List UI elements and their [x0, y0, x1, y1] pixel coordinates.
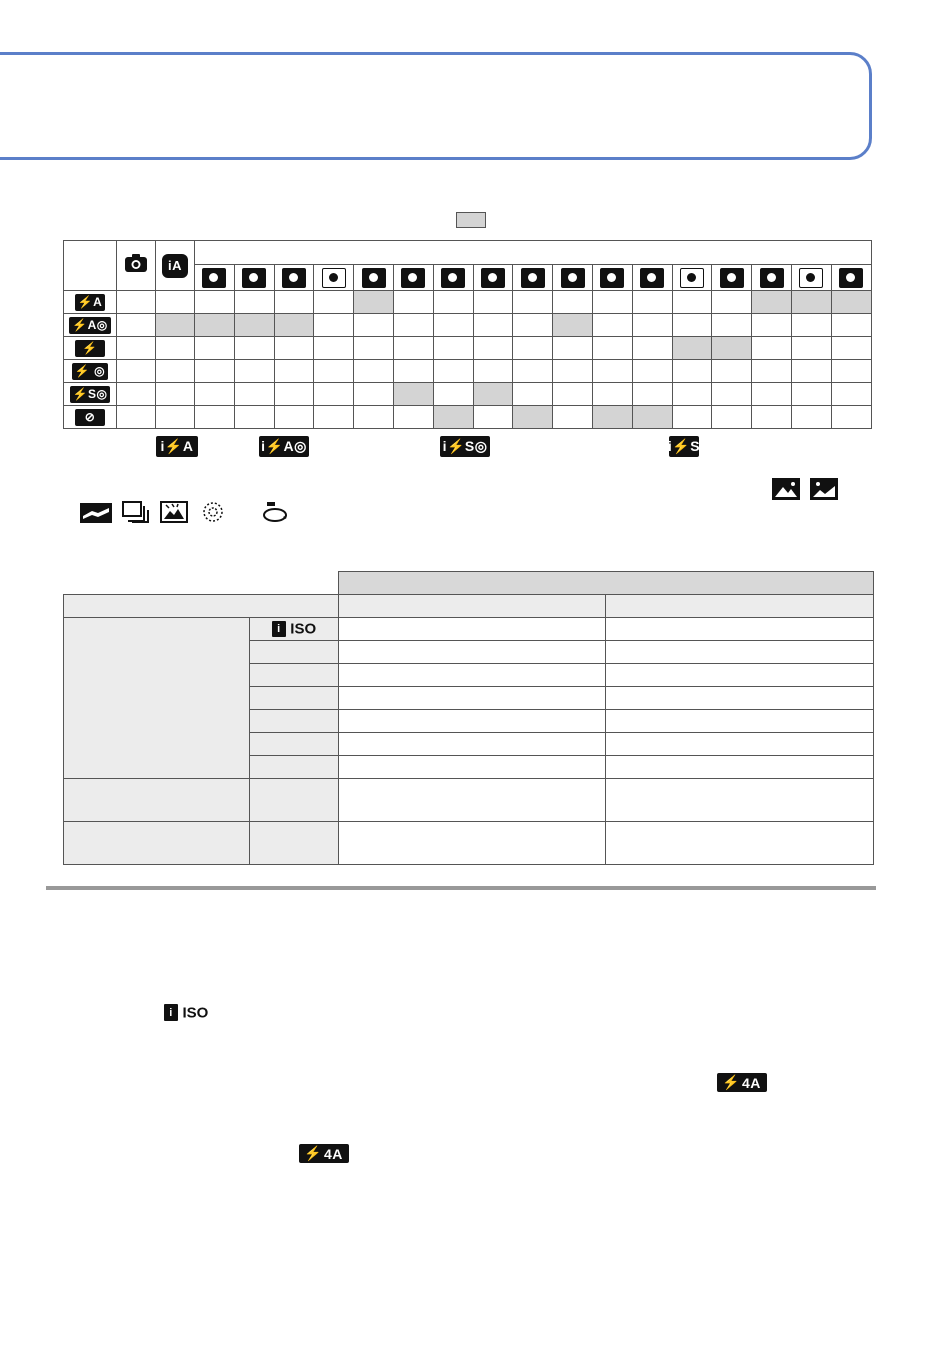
table-cell — [393, 314, 433, 337]
table-cell — [393, 360, 433, 383]
table-cell — [234, 360, 274, 383]
table-cell — [393, 406, 433, 429]
table-cell — [592, 291, 632, 314]
pet-icon — [600, 268, 624, 288]
table-blank-corner — [64, 572, 339, 595]
table-cell — [606, 664, 874, 687]
table-cell — [606, 618, 874, 641]
fireworks-icon — [160, 501, 188, 528]
table-cell — [354, 291, 394, 314]
intelligent-slow-sync-icon: i⚡S — [669, 436, 699, 457]
table-cell — [672, 337, 712, 360]
table-cell — [752, 360, 792, 383]
table-cell — [274, 337, 314, 360]
table-cell — [339, 664, 606, 687]
table-cell — [606, 641, 874, 664]
table-cell — [117, 337, 156, 360]
table-cell — [393, 337, 433, 360]
underwater-icon — [839, 268, 863, 288]
scene-column-10 — [553, 265, 593, 291]
flash-mode-label-cell — [64, 406, 117, 429]
table-cell — [473, 360, 513, 383]
table-cell — [274, 314, 314, 337]
section-divider — [46, 886, 876, 890]
table-cell — [156, 314, 195, 337]
snow-icon — [760, 268, 784, 288]
table-cell — [354, 383, 394, 406]
scene-column-6 — [393, 265, 433, 291]
iso-value-cell — [250, 779, 339, 822]
table-cell — [195, 314, 235, 337]
panorama-icon — [261, 501, 289, 528]
table-cell — [473, 291, 513, 314]
table-cell — [473, 406, 513, 429]
beach-icon — [720, 268, 744, 288]
table-cell — [831, 406, 871, 429]
table-cell — [354, 337, 394, 360]
table-cell — [117, 291, 156, 314]
table-cell — [473, 337, 513, 360]
table-cell — [791, 383, 831, 406]
hi-speed-burst-label — [64, 822, 250, 865]
night-portrait-icon — [401, 268, 425, 288]
table-cell — [393, 291, 433, 314]
table-cell — [752, 337, 792, 360]
iso-value-cell — [250, 641, 339, 664]
auto-flash-label: 4A — [323, 1145, 343, 1162]
table-cell — [592, 406, 632, 429]
intelligent-redeye-flash-icon: i⚡A◎ — [259, 436, 309, 457]
auto-flash-label: 4A — [741, 1074, 761, 1091]
baby-icon — [561, 268, 585, 288]
table-cell — [195, 383, 235, 406]
table-cell — [791, 337, 831, 360]
flash-mode-label-cell — [64, 291, 117, 314]
table-cell — [195, 291, 235, 314]
flash-mode-icon: ⚡ ◎ — [72, 363, 108, 380]
auto-flash-inline-icon: ⚡ 4A — [717, 1073, 767, 1092]
table-cell — [513, 337, 553, 360]
scene-column-14 — [712, 265, 752, 291]
starry-sky-icon — [772, 478, 800, 505]
scene-column-16 — [791, 265, 831, 291]
party-icon — [481, 268, 505, 288]
flash-mode-row — [64, 360, 872, 383]
flash-mode-icon: ⚡S◎ — [70, 386, 111, 403]
wide-column-header — [339, 595, 606, 618]
table-cell — [831, 360, 871, 383]
table-cell — [553, 314, 593, 337]
flash-mode-icon: ⚡A — [75, 294, 106, 311]
table-cell — [632, 314, 672, 337]
camera-icon — [124, 253, 148, 273]
table-cell — [339, 779, 606, 822]
table-cell — [339, 710, 606, 733]
table-cell — [339, 756, 606, 779]
high-sensitivity-label — [64, 779, 250, 822]
table-cell — [752, 314, 792, 337]
intelligent-slow-sync-redeye-icon: i⚡S◎ — [440, 436, 490, 457]
flash-range-table — [63, 571, 874, 865]
burst-icon — [122, 501, 150, 528]
snow-crystal-icon — [199, 501, 227, 528]
table-cell — [712, 337, 752, 360]
food-icon — [441, 268, 465, 288]
table-cell — [314, 383, 354, 406]
table-cell — [606, 687, 874, 710]
flash-mode-row — [64, 291, 872, 314]
unavailable-legend-swatch — [456, 212, 486, 228]
auto-flash-inline-icon-2: ⚡ 4A — [299, 1144, 349, 1163]
sports-icon — [362, 268, 386, 288]
high-sensitivity-icon — [680, 268, 704, 288]
table-cell — [354, 406, 394, 429]
table-cell — [314, 360, 354, 383]
scene-column-11 — [592, 265, 632, 291]
table-cell — [791, 314, 831, 337]
table-cell — [156, 291, 195, 314]
table-cell — [354, 360, 394, 383]
table-cell — [632, 383, 672, 406]
table-cell — [592, 383, 632, 406]
scene-column-2 — [234, 265, 274, 291]
table-cell — [156, 337, 195, 360]
table-cell — [606, 822, 874, 865]
table-cell — [513, 314, 553, 337]
table-cell — [791, 406, 831, 429]
table-cell — [606, 779, 874, 822]
table-cell — [234, 314, 274, 337]
table-cell — [513, 406, 553, 429]
table-cell — [606, 756, 874, 779]
table-cell — [752, 406, 792, 429]
flash-mode-table — [63, 240, 872, 429]
table-cell — [339, 641, 606, 664]
intelligent-auto-column — [156, 241, 195, 291]
normal-mode-column — [117, 241, 156, 291]
table-cell — [234, 291, 274, 314]
iso-value-cell — [250, 822, 339, 865]
table-cell — [831, 383, 871, 406]
flash-mode-icon: ⚡A◎ — [69, 317, 111, 334]
scene-column-12 — [632, 265, 672, 291]
table-corner — [64, 241, 117, 291]
iso-sensitivity-label — [64, 618, 250, 779]
scene-column-13 — [672, 265, 712, 291]
table-cell — [314, 291, 354, 314]
table-cell — [632, 291, 672, 314]
table-cell — [752, 383, 792, 406]
table-cell — [791, 291, 831, 314]
table-cell — [553, 406, 593, 429]
table-cell — [791, 360, 831, 383]
table-cell — [592, 314, 632, 337]
scene-column-8 — [473, 265, 513, 291]
scene-column-7 — [433, 265, 473, 291]
table-cell — [513, 383, 553, 406]
table-cell — [314, 406, 354, 429]
flash-mode-row — [64, 406, 872, 429]
table-cell — [354, 314, 394, 337]
table-cell — [117, 314, 156, 337]
scene-mode-header — [195, 241, 872, 265]
scene-column-1 — [195, 265, 235, 291]
iso-icon-label: ISO — [290, 620, 317, 638]
table-cell — [831, 314, 871, 337]
table-cell — [672, 314, 712, 337]
flash-mode-row — [64, 383, 872, 406]
soft-skin-icon — [242, 268, 266, 288]
table-cell — [831, 291, 871, 314]
table-cell — [195, 360, 235, 383]
table-cell — [712, 383, 752, 406]
table-cell — [339, 733, 606, 756]
table-cell — [156, 383, 195, 406]
table-cell — [592, 337, 632, 360]
iso-value-cell — [250, 687, 339, 710]
table-cell — [274, 383, 314, 406]
table-cell — [433, 406, 473, 429]
table-cell — [195, 337, 235, 360]
table-cell — [314, 314, 354, 337]
table-cell — [672, 383, 712, 406]
table-cell — [195, 406, 235, 429]
table-cell — [234, 383, 274, 406]
scene-column-5 — [354, 265, 394, 291]
scenery-icon — [322, 268, 346, 288]
tele-column-header — [606, 595, 874, 618]
intelligent-iso-inline-i-icon: i — [164, 1004, 178, 1021]
table-cell — [672, 360, 712, 383]
aerial-icon — [80, 503, 112, 528]
table-cell — [433, 314, 473, 337]
flash-mode-label-cell — [64, 337, 117, 360]
flash-mode-label-cell — [64, 314, 117, 337]
table-cell — [314, 337, 354, 360]
iso-inline-label: ISO — [182, 1004, 209, 1022]
table-cell — [712, 314, 752, 337]
scene-column-15 — [752, 265, 792, 291]
table-cell — [156, 360, 195, 383]
setting-header — [64, 595, 339, 618]
intelligent-auto-flash-icon: i⚡A — [156, 436, 198, 457]
table-cell — [712, 406, 752, 429]
table-cell — [339, 822, 606, 865]
table-cell — [712, 291, 752, 314]
intelligent-iso-cell — [250, 618, 339, 641]
table-cell — [606, 710, 874, 733]
table-cell — [117, 406, 156, 429]
table-cell — [553, 360, 593, 383]
intelligent-auto-icon: iA — [162, 254, 188, 278]
flash-mode-label-cell — [64, 383, 117, 406]
table-cell — [553, 337, 593, 360]
table-cell — [592, 360, 632, 383]
table-cell — [433, 291, 473, 314]
scene-column-3 — [274, 265, 314, 291]
iso-value-cell — [250, 756, 339, 779]
flash-mode-row — [64, 314, 872, 337]
night-scenery-icon — [810, 478, 838, 505]
flash-mode-icon: ⚡ — [75, 340, 105, 357]
table-cell — [752, 291, 792, 314]
table-cell — [274, 406, 314, 429]
table-cell — [274, 360, 314, 383]
table-cell — [632, 406, 672, 429]
table-cell — [117, 360, 156, 383]
table-cell — [433, 337, 473, 360]
flash-mode-row — [64, 337, 872, 360]
table-cell — [632, 337, 672, 360]
portrait-icon — [202, 268, 226, 288]
table-cell — [433, 383, 473, 406]
table-cell — [473, 383, 513, 406]
table-cell — [513, 291, 553, 314]
table-cell — [553, 383, 593, 406]
flash-mode-label-cell — [64, 360, 117, 383]
table-cell — [234, 406, 274, 429]
table-cell — [712, 360, 752, 383]
photo-frame-icon — [799, 268, 823, 288]
table-cell — [632, 360, 672, 383]
flash-range-header — [339, 572, 874, 595]
table-cell — [553, 291, 593, 314]
iso-value-cell — [250, 733, 339, 756]
scene-column-9 — [513, 265, 553, 291]
flash-mode-icon: ⊘ — [75, 409, 105, 426]
table-cell — [433, 360, 473, 383]
table-cell — [339, 687, 606, 710]
table-cell — [606, 733, 874, 756]
table-cell — [513, 360, 553, 383]
candle-light-icon — [521, 268, 545, 288]
table-cell — [234, 337, 274, 360]
table-cell — [117, 383, 156, 406]
section-header-box — [0, 52, 872, 160]
intelligent-iso-i-icon: i — [272, 621, 286, 637]
table-cell — [274, 291, 314, 314]
table-cell — [339, 618, 606, 641]
table-cell — [156, 406, 195, 429]
table-cell — [831, 337, 871, 360]
intelligent-iso-inline-icon — [164, 1004, 208, 1022]
self-portrait-icon — [282, 268, 306, 288]
iso-value-cell — [250, 664, 339, 687]
table-cell — [672, 291, 712, 314]
scene-column-17 — [831, 265, 871, 291]
table-cell — [672, 406, 712, 429]
sunset-icon — [640, 268, 664, 288]
table-cell — [473, 314, 513, 337]
scene-column-4 — [314, 265, 354, 291]
iso-value-cell — [250, 710, 339, 733]
table-cell — [393, 383, 433, 406]
